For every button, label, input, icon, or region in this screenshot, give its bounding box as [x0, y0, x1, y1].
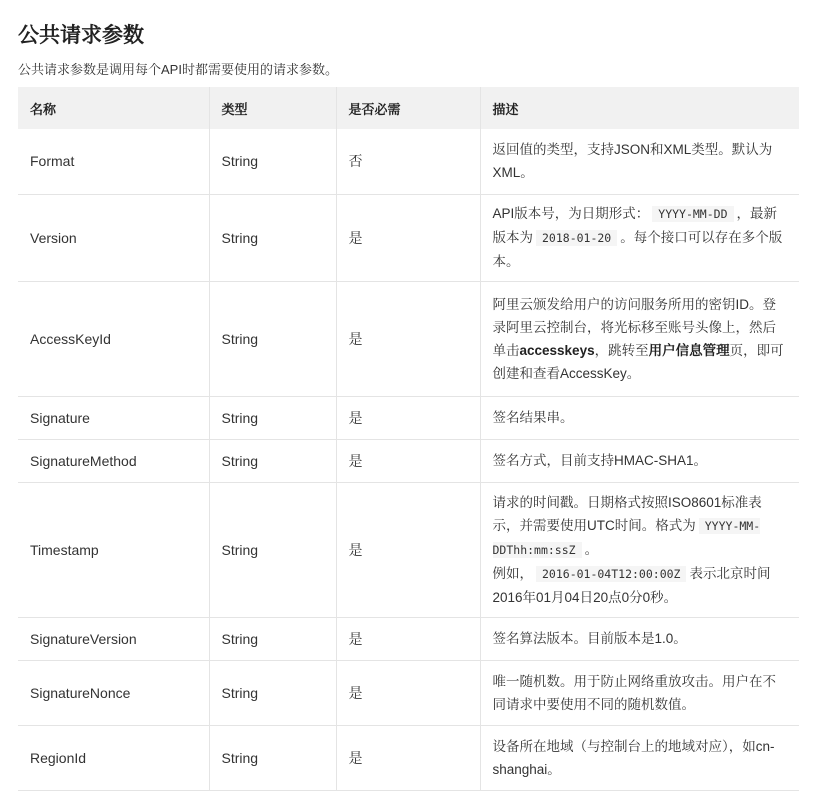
- desc-text: 设备所在地域（与控制台上的地域对应），如cn-shanghai。: [492, 738, 775, 777]
- desc-text: 签名算法版本。目前版本是1.0。: [492, 631, 687, 646]
- param-name: SignatureMethod: [18, 439, 209, 482]
- intro-text: 公共请求参数是调用每个API时都需要使用的请求参数。: [18, 62, 338, 77]
- param-name: AccessKeyId: [18, 281, 209, 396]
- param-required: 否: [336, 129, 480, 194]
- param-desc: [480, 725, 799, 790]
- desc-text: 页，即可创建和查看AccessKey。: [492, 342, 784, 381]
- param-required: 是: [336, 725, 480, 790]
- table-row: [18, 396, 799, 439]
- table-body: [18, 129, 799, 790]
- param-desc: [480, 482, 799, 617]
- desc-text: 请求的时间戳。日期格式按照ISO8601标准表示，并需要使用UTC时间。格式为: [492, 494, 762, 533]
- param-required: 是: [336, 617, 480, 660]
- inline-code: YYYY-MM-DD: [652, 206, 733, 222]
- param-required: 是: [336, 482, 480, 617]
- bold-text: accesskeys: [519, 342, 595, 358]
- desc-text: API版本号，为日期形式：: [492, 206, 650, 221]
- param-required: 是: [336, 660, 480, 725]
- header-row: [18, 87, 799, 129]
- param-desc: [480, 617, 799, 660]
- param-name: Signature: [18, 396, 209, 439]
- header-required: 是否必需: [336, 87, 480, 129]
- param-desc: [480, 396, 799, 439]
- param-name: SignatureNonce: [18, 660, 209, 725]
- param-type: String: [209, 129, 336, 194]
- param-type: String: [209, 482, 336, 617]
- param-type: String: [209, 439, 336, 482]
- desc-text: 表示北京时间2016年01月04日20点0分0秒。: [492, 565, 771, 605]
- param-name: Version: [18, 194, 209, 281]
- param-type: String: [209, 617, 336, 660]
- param-name: SignatureVersion: [18, 617, 209, 660]
- desc-text: 。每个接口可以存在多个版本。: [492, 230, 783, 269]
- param-desc: [480, 194, 799, 281]
- table-row: [18, 482, 799, 617]
- table-row: [18, 439, 799, 482]
- inline-code: 2016-01-04T12:00:00Z: [536, 566, 686, 582]
- page-title: 公共请求参数: [18, 24, 144, 47]
- header-type: 类型: [209, 87, 336, 129]
- desc-text: 阿里云颁发给用户的访问服务所用的密钥ID。登录阿里云控制台，将光标移至账号头像上，然后单击: [492, 296, 776, 358]
- param-type: String: [209, 194, 336, 281]
- table-row: [18, 194, 799, 281]
- inline-code: 2018-01-20: [536, 230, 617, 246]
- header-name: 名称: [18, 87, 209, 129]
- parameters-table: [18, 87, 799, 791]
- table-row: [18, 617, 799, 660]
- desc-text: 签名结果串。: [492, 410, 574, 425]
- param-required: 是: [336, 439, 480, 482]
- param-required: 是: [336, 396, 480, 439]
- param-desc: [480, 660, 799, 725]
- param-name: RegionId: [18, 725, 209, 790]
- param-desc: [480, 129, 799, 194]
- param-name: Timestamp: [18, 482, 209, 617]
- desc-text: ，最新版本为: [492, 206, 778, 245]
- desc-text: ，跳转至: [594, 342, 649, 358]
- desc-text: 签名方式，目前支持HMAC-SHA1。: [492, 453, 708, 468]
- table-row: [18, 281, 799, 396]
- param-type: String: [209, 281, 336, 396]
- table-row: [18, 725, 799, 790]
- header-desc: 描述: [480, 87, 799, 129]
- desc-text: 例如，: [492, 565, 533, 581]
- param-type: String: [209, 396, 336, 439]
- table-row: [18, 660, 799, 725]
- table-header: [18, 87, 799, 129]
- inline-code: YYYY-MM-DDThh:mm:ssZ: [492, 518, 761, 557]
- desc-text: 返回值的类型，支持JSON和XML类型。默认为XML。: [492, 142, 773, 181]
- param-required: 是: [336, 194, 480, 281]
- param-type: String: [209, 725, 336, 790]
- param-name: Format: [18, 129, 209, 194]
- bold-text: 用户信息管理: [648, 342, 730, 358]
- desc-text: 。: [584, 541, 599, 557]
- param-required: 是: [336, 281, 480, 396]
- param-type: String: [209, 660, 336, 725]
- param-desc: [480, 281, 799, 396]
- param-desc: [480, 439, 799, 482]
- table-row: [18, 129, 799, 194]
- desc-text: 唯一随机数。用于防止网络重放攻击。用户在不同请求中要使用不同的随机数值。: [492, 673, 776, 712]
